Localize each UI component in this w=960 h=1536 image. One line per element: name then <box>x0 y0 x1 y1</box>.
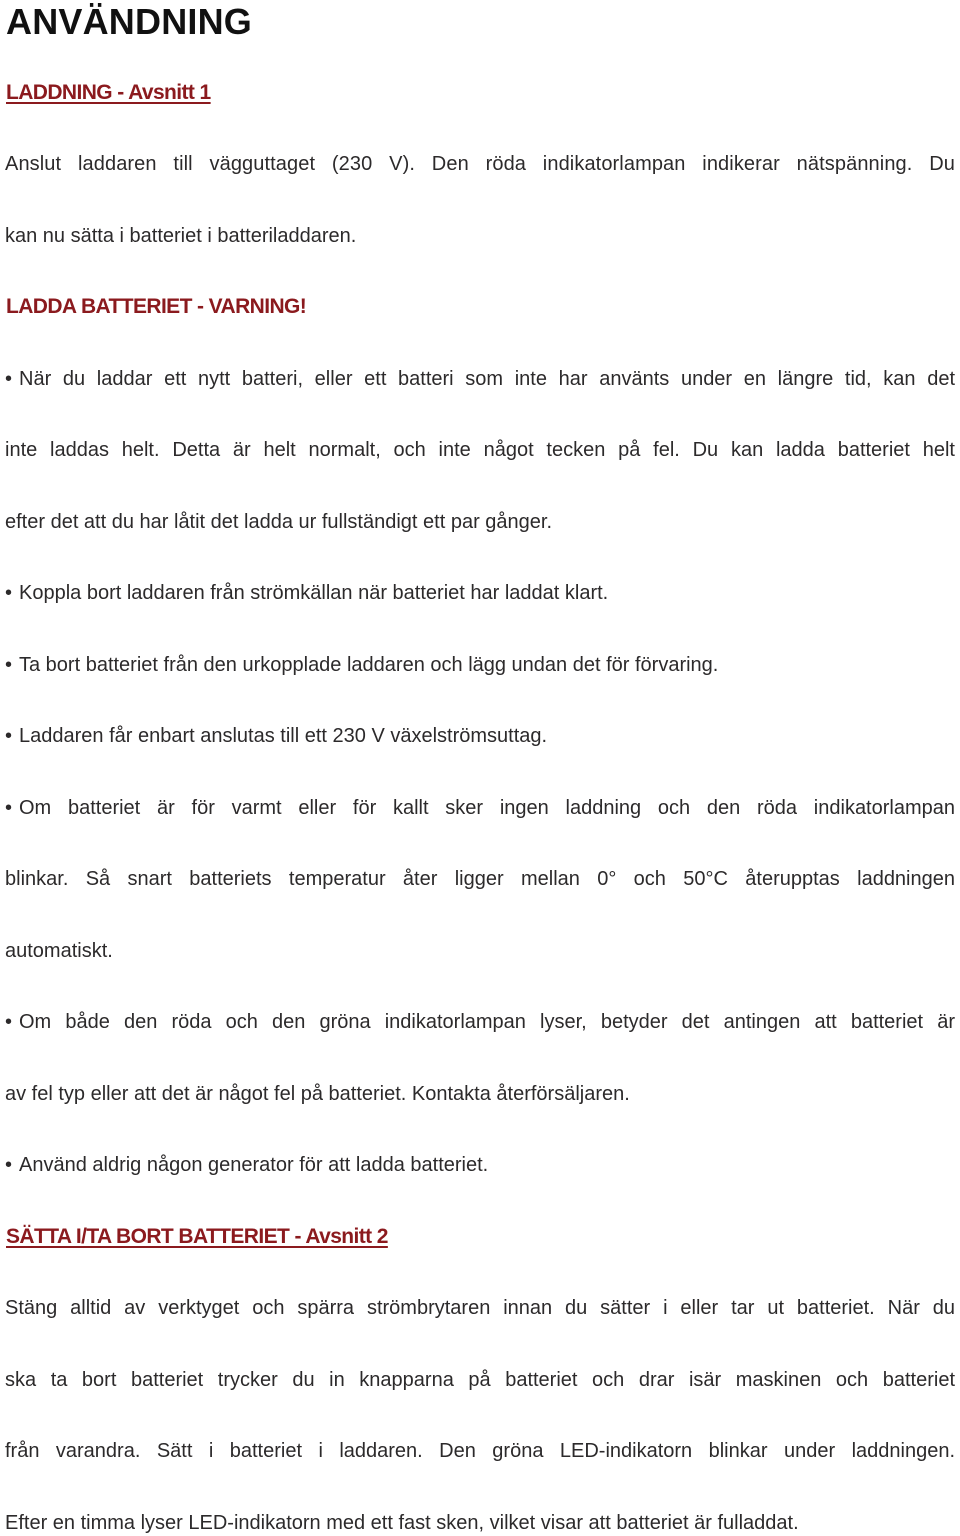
bullet-text: När du laddar ett nytt batteri, eller ett batteri som inte har använts under en längre tid, kan det <box>19 368 955 390</box>
bullet-marker: • <box>5 582 13 604</box>
bullet-5-line-2: blinkar. Så snart batteriets temperatur åter ligger mellan 0° och 50°C återupptas laddningen <box>5 868 955 890</box>
bullet-1-line-2: inte laddas helt. Detta är helt normalt, och inte något tecken på fel. Du kan ladda batteriet helt <box>5 439 955 461</box>
bullet-marker: • <box>5 725 13 747</box>
section-1-heading: LADDNING - Avsnitt 1 <box>6 81 211 104</box>
bullet-marker: • <box>5 654 13 676</box>
section-2-line-1: Stäng alltid av verktyget och spärra strömbrytaren innan du sätter i eller tar ut batteriet. När du <box>5 1297 955 1319</box>
bullet-5-line-3: automatiskt. <box>5 940 113 962</box>
section-2-line-2: ska ta bort batteriet trycker du in knapparna på batteriet och drar isär maskinen och batteriet <box>5 1369 955 1391</box>
section-2-line-3: från varandra. Sätt i batteriet i laddaren. Den gröna LED-indikatorn blinkar under laddningen. <box>5 1440 955 1462</box>
bullet-7-line-1 <box>5 1152 955 1178</box>
section-2-line-4: Efter en timma lyser LED-indikatorn med ett fast sken, vilket visar att batteriet är fulladdat. <box>5 1512 799 1534</box>
bullet-6-line-1 <box>5 1009 955 1035</box>
page-title: ANVÄNDNING <box>6 1 253 42</box>
bullet-text: Om både den röda och den gröna indikatorlampan lyser, betyder det antingen att batteriet är <box>19 1011 955 1033</box>
bullet-text: Ta bort batteriet från den urkopplade laddaren och lägg undan det för förvaring. <box>19 654 719 676</box>
bullet-4-line-1 <box>5 723 955 749</box>
bullet-text: Använd aldrig någon generator för att ladda batteriet. <box>19 1154 489 1176</box>
bullet-1-line-1 <box>5 366 955 392</box>
intro-line-1: Anslut laddaren till vägguttaget (230 V). Den röda indikatorlampan indikerar nätspänning. Du <box>5 153 955 175</box>
bullet-marker: • <box>5 797 13 819</box>
warning-heading: LADDA BATTERIET - VARNING! <box>6 295 307 318</box>
bullet-1-line-3: efter det att du har låtit det ladda ur fullständigt ett par gånger. <box>5 511 553 533</box>
bullet-6-line-2: av fel typ eller att det är något fel på batteriet. Kontakta återförsäljaren. <box>5 1083 630 1105</box>
bullet-2-line-1 <box>5 580 955 606</box>
intro-line-2: kan nu sätta i batteriet i batteriladdaren. <box>5 225 357 247</box>
bullet-text: Laddaren får enbart anslutas till ett 230 V växelströmsuttag. <box>19 725 548 747</box>
bullet-marker: • <box>5 1011 13 1033</box>
section-2-heading: SÄTTA I/TA BORT BATTERIET - Avsnitt 2 <box>6 1225 388 1248</box>
bullet-text: Koppla bort laddaren från strömkällan när batteriet har laddat klart. <box>19 582 609 604</box>
bullet-3-line-1 <box>5 652 955 678</box>
bullet-marker: • <box>5 1154 13 1176</box>
bullet-marker: • <box>5 368 13 390</box>
bullet-text: Om batteriet är för varmt eller för kallt sker ingen laddning och den röda indikatorlampan <box>19 797 955 819</box>
bullet-5-line-1 <box>5 795 955 821</box>
